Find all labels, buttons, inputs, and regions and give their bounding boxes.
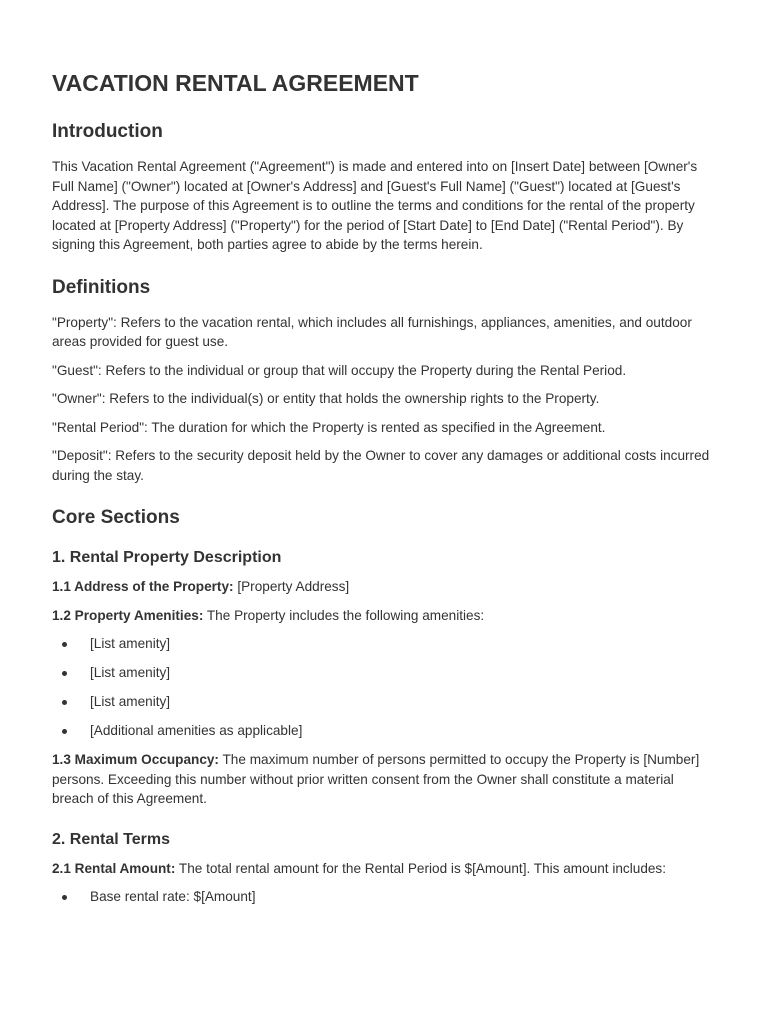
bullet-icon [62, 642, 67, 647]
list-item [52, 692, 718, 712]
section-1-heading: 1. Rental Property Description [52, 549, 282, 566]
clause-1-3 [52, 750, 718, 809]
clause-1-3-text: The maximum number of persons permitted to occupy the Property is [Number] persons. Exceeding this number without prior written consent from the Owner shall constitute a material breach of this Agreement. [52, 752, 700, 806]
clause-1-2 [52, 606, 718, 626]
bullet-icon [62, 671, 67, 676]
amenity-text: [List amenity] [90, 694, 171, 709]
definitions-heading: Definitions [52, 276, 151, 298]
clause-1-1 [52, 577, 718, 597]
list-item [52, 887, 718, 907]
clause-1-1-text: [Property Address] [233, 579, 350, 594]
include-text: Base rental rate: $[Amount] [90, 889, 256, 904]
clause-2-1 [52, 859, 718, 879]
definition-deposit: "Deposit": Refers to the security deposit held by the Owner to cover any damages or additional costs incurred during the stay. [52, 448, 710, 483]
bullet-icon [62, 700, 67, 705]
list-item [52, 663, 718, 683]
document-title: VACATION RENTAL AGREEMENT [52, 70, 419, 96]
amenities-list [52, 634, 718, 741]
amenity-text: [List amenity] [90, 636, 171, 651]
amenity-text: [Additional amenities as applicable] [90, 723, 303, 738]
definition-guest: "Guest": Refers to the individual or group that will occupy the Property during the Rental Period. [52, 362, 627, 378]
list-item [52, 634, 718, 654]
introduction-heading: Introduction [52, 121, 163, 142]
definition-property: "Property": Refers to the vacation rental, which includes all furnishings, appliances, amenities, and outdoor areas provided for guest use. [52, 314, 692, 349]
bullet-icon [62, 729, 67, 734]
introduction-text: This Vacation Rental Agreement ("Agreement") is made and entered into on [Insert Date] between [Owner's Full Name] ("Owner") located at [Owner's Address] and [Guest's Full Name] ("Guest") located at [Guest's Address]. The purpose of this Agreement is to outline the terms and conditions for the rental of the property located at [Property Address] ("Property") for the period of [Start Date] to [End Date] ("Rental Period"). By signing this Agreement, both parties agree to abide by the terms herein. [52, 159, 698, 252]
amenity-text: [List amenity] [90, 665, 171, 680]
clause-1-2-text: The Property includes the following amenities: [203, 607, 485, 623]
clause-1-1-label: 1.1 Address of the Property: [52, 579, 234, 594]
clause-2-1-label: 2.1 Rental Amount: [52, 860, 176, 876]
clause-2-1-text: The total rental amount for the Rental Period is $[Amount]. This amount includes: [175, 860, 667, 876]
rental-includes-list [52, 887, 718, 907]
core-sections-heading: Core Sections [52, 507, 180, 528]
definition-owner: "Owner": Refers to the individual(s) or entity that holds the ownership rights to the Property. [52, 391, 600, 406]
definition-rental-period: "Rental Period": The duration for which the Property is rented as specified in the Agreement. [52, 419, 606, 435]
bullet-icon [62, 895, 67, 900]
list-item [52, 721, 718, 741]
section-2-heading: 2. Rental Terms [52, 830, 170, 848]
clause-1-2-label: 1.2 Property Amenities: [52, 607, 204, 623]
clause-1-3-label: 1.3 Maximum Occupancy: [52, 752, 219, 767]
